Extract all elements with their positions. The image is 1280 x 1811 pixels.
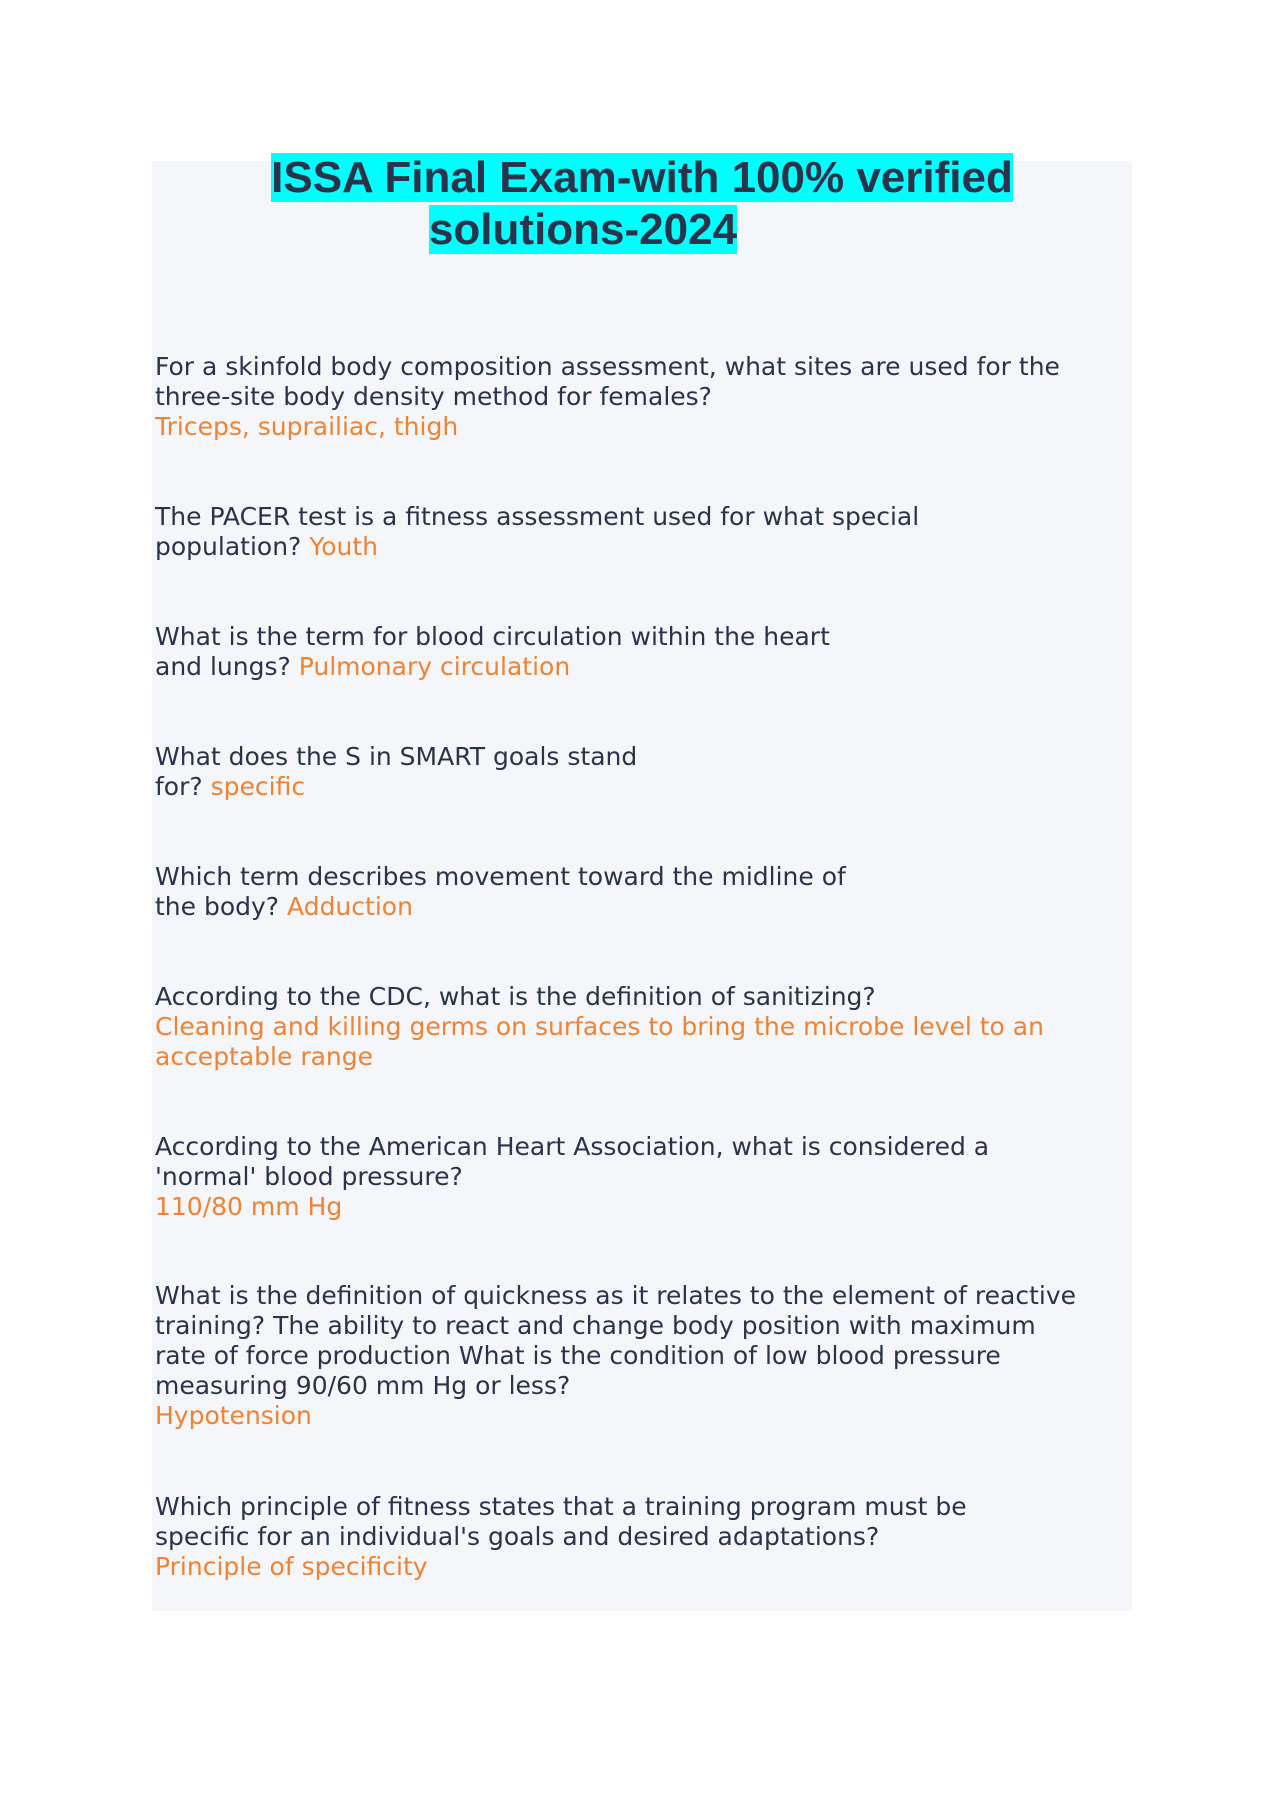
question-text: specific for an individual's goals and desired adaptations? <box>155 1522 880 1551</box>
title-line-1: ISSA Final Exam-with 100% verified <box>271 153 1013 202</box>
answer-text: 110/80 mm Hg <box>155 1192 343 1221</box>
question-text: measuring 90/60 mm Hg or less? <box>155 1371 571 1400</box>
question-text: training? The ability to react and change body position with maximum <box>155 1311 1036 1340</box>
qa-item-2 <box>155 502 919 562</box>
answer-text: Pulmonary circulation <box>298 652 571 681</box>
question-text: What is the definition of quickness as it relates to the element of reactive <box>155 1281 1077 1310</box>
qa-item-1 <box>155 352 1060 442</box>
question-text: According to the American Heart Association, what is considered a <box>155 1132 990 1161</box>
answer-text: Adduction <box>287 892 413 921</box>
question-text: the body? <box>155 892 280 921</box>
answer-text: acceptable range <box>155 1042 374 1071</box>
qa-item-9 <box>155 1492 967 1582</box>
question-text: The PACER test is a fitness assessment used for what special <box>155 502 920 531</box>
qa-item-6 <box>155 982 1044 1072</box>
answer-text: Triceps, suprailiac, thigh <box>155 412 459 441</box>
qa-item-5 <box>155 862 846 922</box>
question-text: three-site body density method for females? <box>155 382 712 411</box>
qa-item-7 <box>155 1132 989 1222</box>
question-text: What does the S in SMART goals stand <box>155 742 638 771</box>
question-text: population? <box>155 532 302 561</box>
question-text: and lungs? <box>155 652 291 681</box>
answer-text: Youth <box>309 532 379 561</box>
question-text: rate of force production What is the condition of low blood pressure <box>155 1341 1001 1370</box>
question-text: For a skinfold body composition assessment, what sites are used for the <box>155 352 1060 381</box>
question-text: 'normal' blood pressure? <box>155 1162 463 1191</box>
title-line-2: solutions-2024 <box>428 205 738 254</box>
qa-item-3 <box>155 622 830 682</box>
answer-text: Hypotension <box>155 1401 312 1430</box>
question-text: What is the term for blood circulation within the heart <box>155 622 830 651</box>
question-text: Which term describes movement toward the midline of <box>155 862 846 891</box>
answer-text: specific <box>210 772 306 801</box>
qa-item-4 <box>155 742 637 802</box>
qa-item-8 <box>155 1281 1076 1431</box>
answer-text: Cleaning and killing germs on surfaces to bring the microbe level to an <box>155 1012 1044 1041</box>
document-title <box>152 152 1132 256</box>
question-text: According to the CDC, what is the definition of sanitizing? <box>155 982 876 1011</box>
question-text: Which principle of fitness states that a training program must be <box>155 1492 967 1521</box>
question-text: for? <box>155 772 203 801</box>
answer-text: Principle of specificity <box>155 1552 428 1581</box>
